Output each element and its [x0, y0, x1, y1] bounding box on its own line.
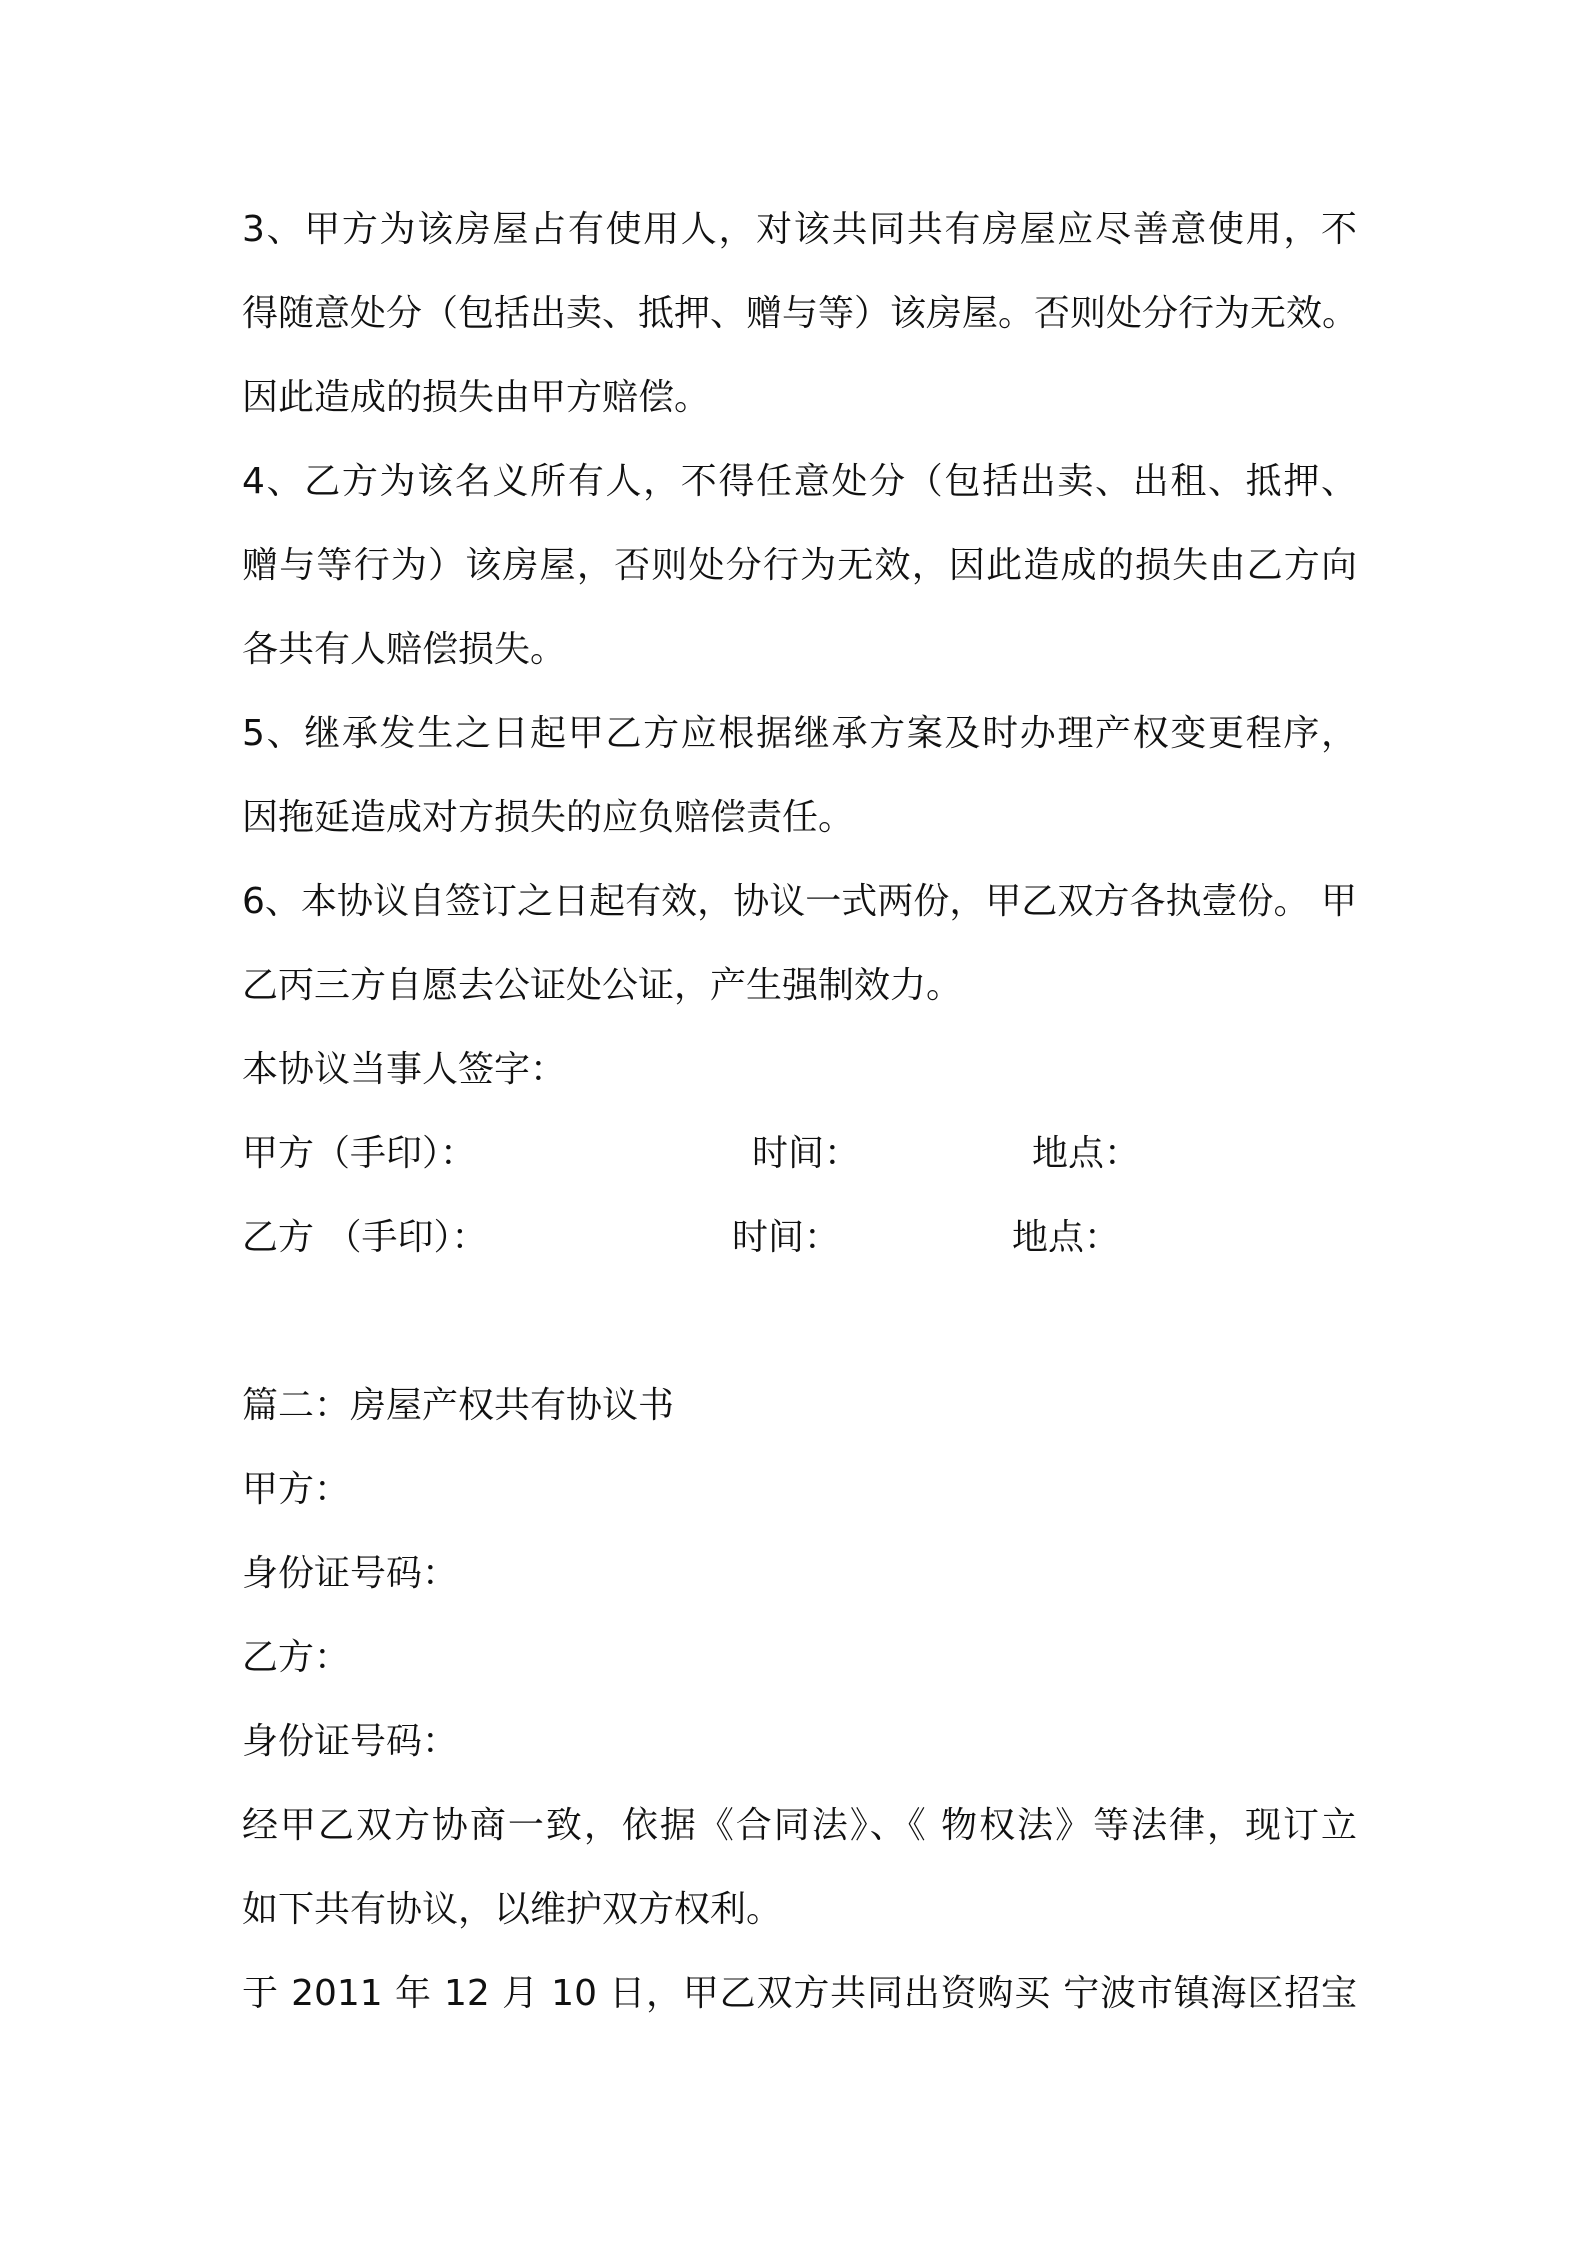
party-b-thumbprint-label: 乙方 （手印）： [242, 1217, 488, 1258]
section-two-intro-line-1: 经甲乙双方协商一致，依据《合同法》、《 物权法》等法律，现订立 [242, 1805, 1357, 1846]
party-b-time-label: 时间： [732, 1217, 841, 1258]
clause-4-line-3: 各共有人赔偿损失。 [242, 629, 567, 670]
clause-6-line-1: 6、本协议自签订之日起有效，协议一式两份，甲乙双方各执壹份。 甲 [242, 881, 1357, 922]
party-a-thumbprint-label: 甲方（手印）： [242, 1133, 477, 1174]
clause-4-line-1: 4、乙方为该名义所有人，不得任意处分（包括出卖、出租、抵押、 [242, 461, 1357, 502]
section-two-party-b: 乙方： [242, 1637, 351, 1678]
clause-3-line-1: 3、甲方为该房屋占有使用人，对该共同共有房屋应尽善意使用，不 [242, 209, 1357, 250]
clause-5-line-2: 因拖延造成对方损失的应负赔偿责任。 [242, 797, 855, 838]
clause-6-line-2: 乙丙三方自愿去公证处公证，产生强制效力。 [242, 965, 963, 1006]
party-b-signature-row [242, 1214, 1357, 1262]
section-two-party-a-id: 身份证号码： [242, 1553, 459, 1594]
section-two-party-a: 甲方： [242, 1469, 351, 1510]
clause-4-line-2: 赠与等行为）该房屋，否则处分行为无效，因此造成的损失由乙方向 [242, 545, 1357, 586]
clause-3-line-2: 得随意处分（包括出卖、抵押、赠与等）该房屋。否则处分行为无效。 [242, 293, 1359, 334]
section-two-title: 篇二：房屋产权共有协议书 [242, 1385, 675, 1426]
section-two-intro-line-2: 如下共有协议，以维护双方权利。 [242, 1889, 783, 1930]
party-b-place-label: 地点： [1012, 1217, 1121, 1258]
section-two-party-b-id: 身份证号码： [242, 1721, 459, 1762]
section-two-purchase-line: 于 2011 年 12 月 10 日，甲乙双方共同出资购买 宁波市镇海区招宝 [242, 1973, 1357, 2014]
party-a-signature-row [242, 1130, 1357, 1178]
party-a-time-label: 时间： [752, 1133, 861, 1174]
clause-3-line-3: 因此造成的损失由甲方赔偿。 [242, 377, 711, 418]
party-a-place-label: 地点： [1032, 1133, 1141, 1174]
signature-intro: 本协议当事人签字： [242, 1049, 567, 1090]
clause-5-line-1: 5、继承发生之日起甲乙方应根据继承方案及时办理产权变更程序， [242, 713, 1357, 754]
